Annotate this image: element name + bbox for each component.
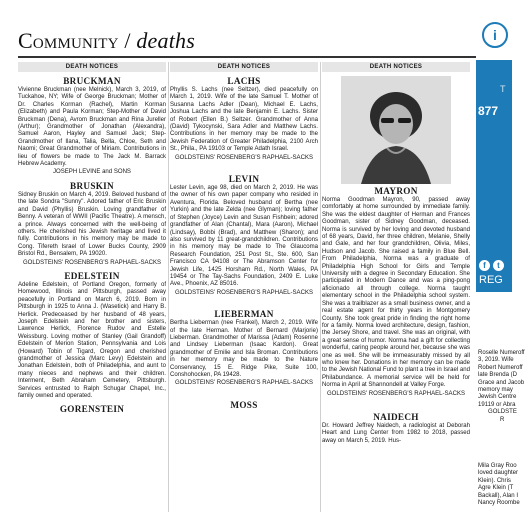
twitter-icon[interactable]: t [493, 260, 504, 271]
clipped-line: Roselle Numeroff [478, 350, 525, 356]
clipped-line: Backall), Alan I [478, 492, 518, 499]
notice-name: NAIDECH [373, 411, 419, 422]
column-divider [320, 62, 321, 512]
funeral-home: GOLDSTEINS' ROSENBERG'S RAPHAEL-SACKS [174, 289, 314, 296]
column-heading: DEATH NOTICES [170, 62, 318, 72]
notice-moss [170, 400, 318, 410]
clipped-line: memory may [478, 387, 513, 394]
notice-text: Vivienne Bruckman (nee Melnick), March 3, 2019, of Tuckahoe, NY; Wife of George Bruckman; Mother of Dr. Charles Korman (Rachel), Martin Korman (Elizabeth) and Paula Korman; Step-Mother of David Bruckman (Dena), Avrom Bruckman and Rina Jureller (Arthur); Grandmother of Jonathan (Alexandra), Samuel Aaron, Hayley and Samuel Jack; Step-Grandmother of Ilana, Talia, Bella, Chloe, Seth and Naomi; Great Grandmother of Miriam. Contributions in lieu of flowers be made to The Jack M. Barrack Hebrew Academy. [18, 87, 166, 168]
notice-name: MAYRON [374, 186, 418, 196]
notice-name: GORENSTEIN [59, 404, 125, 415]
funeral-home: GOLDSTEINS' ROSENBERG'S RAPHAEL-SACKS [326, 390, 466, 397]
portrait-image [341, 76, 451, 184]
clipped-line: 19119 or Abra [478, 401, 516, 408]
clipped-column-lower [478, 463, 520, 507]
notice-text: Sidney Bruskin on March 4, 2019. Beloved husband of the late Sondra "Sunny". Adored father of Eric Bruskin and David (Phyllis) Bruskin. Loving grandfather of Benny. A veteran of WWII (Pacific Theatre). A mensch, a prince. Always concerned with the well-being of others. He cherished his Jewish heritage and lived it fully. Contributions in his memory may be made to Cong. Tifereth Israel of Lower Bucks County, 2909 Bristol Rd., Bensalem, PA 19020. [18, 191, 166, 258]
clipped-line: R [500, 416, 505, 423]
funeral-home: GOLDSTEINS' ROSENBERG'S RAPHAEL-SACKS [174, 380, 314, 387]
notice-name: MOSS [230, 399, 258, 410]
funeral-home: GOLDSTEINS' ROSENBERG'S RAPHAEL-SACKS [22, 259, 162, 266]
clipped-line: Agre Klein (T [478, 485, 514, 492]
notice-lieberman [170, 309, 318, 388]
notice-naidech [322, 412, 470, 445]
column-2 [170, 62, 318, 512]
title-rule [18, 56, 476, 58]
portrait-photo [341, 76, 451, 184]
notice-name: EDELSTEIN [64, 270, 120, 281]
column-heading: DEATH NOTICES [322, 62, 470, 72]
section-name: Community [18, 28, 119, 53]
page-title [18, 28, 195, 54]
notice-text: Lester Levin, age 98, died on March 2, 2019. He was the owner of his own paper company who resided in Aventura, Florida. Beloved husband of Bertha (nee Yurkin) and the late Zelda (nee Glyman); loving father of Stephen (Joyce) Levin and Susan Fishbein; adored grandfather of Alan (Chantal), Mara (Aaron), Michael (Lindsay), Bobbi (Brad), and Matthew (Sharon); and also survived by 11 great-grandchildren. Contributions in his memory may be made to The Glaucoma Research Foundation, 251 Post St., Ste. 600, San Francisco CA 94108 or The Abramson Center for Jewish Life, 1425 Horsham Rd., North Wales, PA 19454 or The Tay-Sachs Foundation, 2409 E. Luke Ave., Phoenix, AZ 85016. [170, 185, 318, 288]
notice-text: Adeline Edelstein, of Portland Oregon, formerly of Homewood, Illinois and Pittsburgh, passed away peacefully in Portland on March 6, 2019. Born in Pittsburgh in 1925 to Anna J. (Wasetick) and Harry B. Herlick. Predeceased by her husband of 48 years, Joseph Edelstein and her brother and sisters, Lawrence Herlick, Florence Rudov and Estelle Weissburg. Loving mother of Stanley (Gail Grandoff) Edelstein of Merion Station, Pennsylvania and Lois (Howard) Tobin of Tigard, Oregon and cherished grandmother of Jessica (Marc Levy) Edelstein and Jonathan Edelstein, both of Philadelphia, and aunt to many nieces and nephews and their children. Interment, Beth Abraham Cemetery, Pittsburgh. Services entrusted to Ralph Schugar Chapel, Inc., family owned and operated. [18, 281, 166, 400]
clipped-line: Mila Gray Roo [478, 463, 517, 469]
subsection-name: deaths [136, 28, 195, 53]
advertisement[interactable] [476, 0, 525, 512]
notice-name: LEVIN [228, 174, 260, 185]
column-1 [18, 62, 166, 512]
notice-gorenstein [18, 404, 166, 414]
notice-name: BRUSKIN [70, 180, 114, 191]
ad-logo-letter: i [493, 27, 497, 43]
notice-name: LACHS [227, 76, 261, 86]
notice-edelstein [18, 271, 166, 401]
ad-phone: 877 [478, 104, 499, 118]
ad-letter: T [500, 84, 506, 94]
notice-name: BRUCKMAN [63, 76, 121, 86]
ad-panel [476, 60, 512, 292]
column-heading: DEATH NOTICES [18, 62, 166, 72]
clipped-column [478, 350, 525, 424]
notice-lachs [170, 76, 318, 162]
clipped-line: loved daughter [478, 470, 519, 477]
column-divider [168, 62, 169, 512]
clipped-line: Nancy Roombe [478, 500, 520, 507]
title-separator: / [118, 28, 137, 53]
ad-logo-icon [482, 22, 508, 48]
notice-text: Phyllis S. Lachs (nee Seltzer), died peacefully on March 1, 2019. Wife of the late Samuel T. Mother of Susanna Lachs Adler (Dean), Michael E. Lachs, Joshua Lachs and the late Benjamin E. Lachs. Sister of Robert (Ellen B.) Seltzer. Grandmother of Anna (David) Tykocynski, Sara Adler and Matthew Lachs. Contributions in her memory may be made to the Jewish Federation of Greater Philadelphia, 2100 Arch St., Phila., PA 19103 or Temple Adath Israel. [170, 87, 318, 153]
notice-levin [170, 174, 318, 297]
funeral-home: GOLDSTEINS' ROSENBERG'S RAPHAEL-SACKS [174, 154, 314, 161]
clipped-line: 3, 2019. Wife [478, 357, 514, 364]
facebook-icon[interactable]: f [479, 260, 490, 271]
ad-cta: REG [479, 274, 503, 286]
notice-text: Norma Goodman Mayron, 90, passed away comfortably at home surrounded by immediate family. She was the eldest daughter of Herman and Frances Goodman, sister of Sidney Goodman, deceased. Norma is survived by her loving and devoted husband of 68 years, David, her three children, Melanie, Shelly and Gale, and her four grandchildren, Olivia, Miles, Hudson and Jacob. She raised a family in Blue Bell. From Philadelphia, Norma was a graduate of Philadelphia High School for Girls and Temple University with a degree in Secondary Education. She participated in Modern Dance and was a ping-pong aficionado all through college. Norma taught elementary school in the Philadelphia school system. She was a trailblazer as a small business owner, and a real estate agent for thirty years in Montgomery County. She took great pride in finding the right home for a family. Norma loved architecture, design, fashion, the Jersey Shore, and travel. She was an original, with a great sense of humor. Norma had a gift for collecting wonderful, caring people around her, because she was one as well. She will be immeasurably missed by all who knew her. Donations in her memory can be made to the Jewish National Fund to plant a tree in Israel and Philabundance. A memorial service will be held for Norma in April at Shannondell at Valley Forge. [322, 197, 470, 389]
clipped-line: Robert Numeroff [478, 364, 523, 371]
clipped-line: Klein). Chris [478, 477, 511, 484]
notice-text: Bertha Lieberman (nee Frankel), March 2, 2019. Wife of the late Herman. Mother of Bernard (Marjorie) Lieberman. Grandmother of Marissa (Adam) Rosenne and Lindsey Lieberman (Isaac Kardon). Great grandmother of Emilie and Isla Broman. Contributions in her memory may be made to the Nature Conservancy, 15 E. Ridge Pike, Suite 100, Conshohocken, PA 19428. [170, 320, 318, 378]
clipped-line: GOLDSTE [488, 409, 517, 416]
notice-bruckman [18, 76, 166, 177]
notice-text: Dr. Howard Jeffrey Naidech, a radiologist at Deborah Heart and Lung Center from 1982 to 2018, passed away on March 5, 2019. Hus- [322, 422, 470, 444]
clipped-line: late Brenda (D [478, 372, 517, 379]
clipped-line: Jewish Centre [478, 394, 517, 401]
column-3 [322, 62, 470, 512]
funeral-home: JOSEPH LEVINE and SONS [53, 169, 131, 176]
notice-name: LIEBERMAN [214, 309, 274, 320]
notice-mayron [322, 186, 470, 398]
clipped-line: Grace and Jacob [478, 379, 525, 386]
notice-bruskin [18, 181, 166, 267]
